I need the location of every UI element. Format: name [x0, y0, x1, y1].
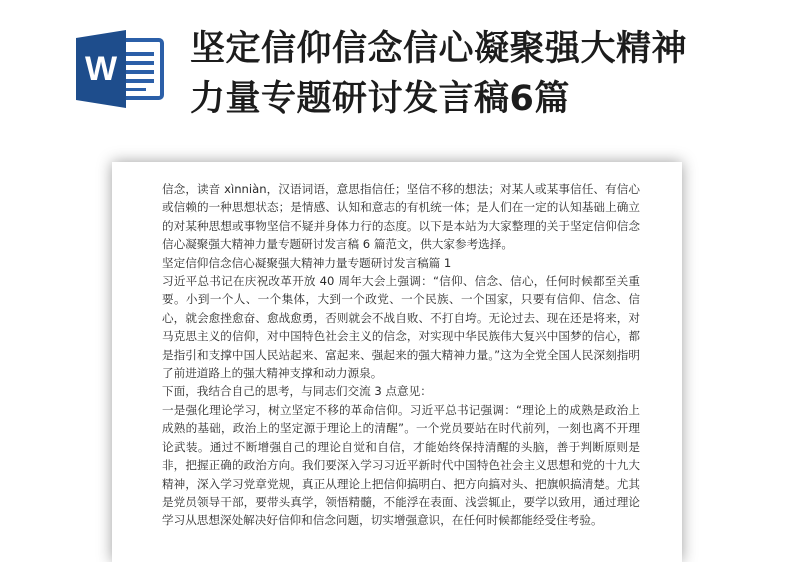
document-page — [112, 162, 682, 562]
paragraph-point-one: 一是强化理论学习，树立坚定不移的革命信仰。习近平总书记强调：“理论上的成熟是政治上成熟的基础，政治上的坚定源于理论上的清醒”。一个党员要站在时代前列，一刻也离不开理论武装。通过不断增强自己的理论自觉和自信，才能始终保持清醒的头脑，善于判断原则是非，把握正确的政治方向。我们要深入学习习近平新时代中国特色社会主义思想和党的十九大精神，深入学习党章党规，真正从理论上把信仰搞明白、把方向搞对头、把旗帜搞清楚。尤其是党员领导干部，要带头真学，领悟精髓，不能浮在表面、浅尝辄止，要学以致用，通过理论学习从思想深处解决好信仰和信念问题，切实增强意识，在任何时候都能经受住考验。 — [162, 402, 640, 528]
paragraph-intro: 信念，读音 xìnniàn，汉语词语，意思指信任；坚信不移的想法；对某人或某事信任、有信心或信赖的一种思想状态；是情感、认知和意志的有机统一体；是人们在一定的认知基础上确立的对某种思想或事物坚信不疑并身体力行的态度。以下是本站为大家整理的关于坚定信仰信念信心凝聚强大精神力量专题研讨发言稿 6 篇范文，供大家参考选择。 — [162, 182, 640, 252]
page-title — [190, 24, 780, 124]
word-icon — [76, 30, 168, 108]
paragraph-section-heading: 坚定信仰信念信心凝聚强大精神力量专题研讨发言稿篇 1 — [162, 255, 452, 270]
svg-text:W: W — [84, 50, 118, 88]
header-banner — [0, 0, 800, 150]
paragraph-transition: 下面，我结合自己的思考，与同志们交流 3 点意见： — [162, 384, 432, 399]
title-line-2: 力量专题研讨发言稿6篇 — [190, 79, 570, 119]
title-line-1: 坚定信仰信念信心凝聚强大精神 — [190, 29, 688, 69]
document-body — [162, 180, 640, 530]
paragraph-quote: 习近平总书记在庆祝改革开放 40 周年大会上强调：“信仰、信念、信心，任何时候都至关重要。小到一个人、一个集体，大到一个政党、一个民族、一个国家，只要有信仰、信念、信心，就会愈挫愈奋、愈战愈勇，否则就会不战自败、不打自垮。无论过去、现在还是将来，对马克思主义的信仰，对中国特色社会主义的信念，对实现中华民族伟大复兴中国梦的信心，都是指引和支撑中国人民站起来、富起来、强起来的强大精神力量。”这为全党全国人民深刻指明了前进道路上的强大精神支撑和动力源泉。 — [162, 274, 640, 381]
